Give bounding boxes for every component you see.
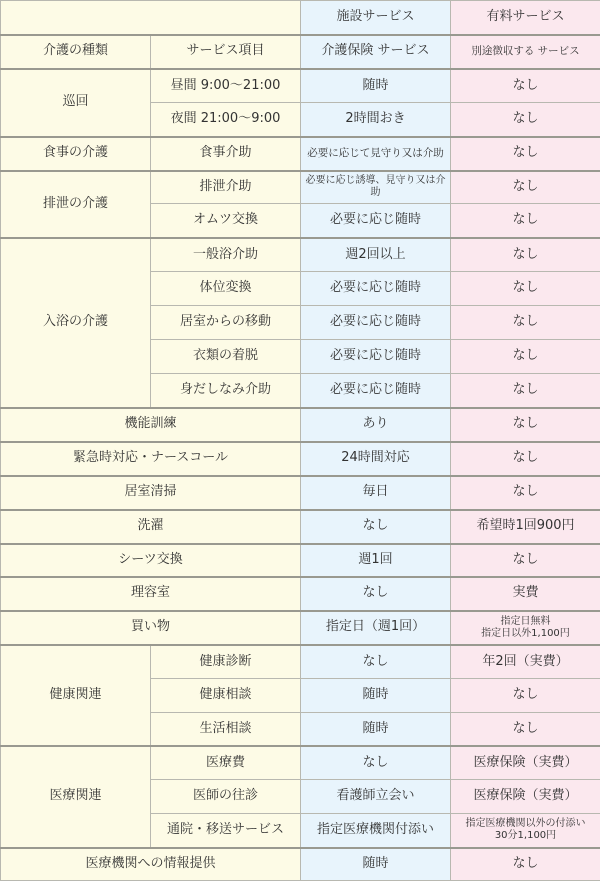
table-row [1,577,600,611]
category-cell: 洗濯 [1,510,301,544]
paid-line: 指定日無料 [453,616,598,628]
paid-cell: なし [451,171,600,204]
category-column-header: 介護の種類 [1,35,151,69]
category-cell: 居室清掃 [1,476,301,510]
paid-cell: なし [451,679,600,713]
table-row [1,645,600,679]
item-cell: 衣類の着脱 [151,340,301,374]
table-row [1,848,600,881]
paid-cell: なし [451,306,600,340]
paid-cell: なし [451,476,600,510]
item-cell: 食事介助 [151,137,301,171]
item-cell: 身だしなみ介助 [151,374,301,408]
facility-cell: 2時間おき [301,103,451,137]
paid-cell: 医療保険（実費） [451,780,600,814]
header-blank-cell [1,1,301,35]
table-row [1,408,600,442]
facility-cell: 必要に応じ誘導、見守り又は介助 [301,171,451,204]
facility-cell: 週2回以上 [301,238,451,272]
facility-cell: 毎日 [301,476,451,510]
table-row [1,442,600,476]
category-cell: 理容室 [1,577,301,611]
paid-cell: 医療保険（実費） [451,746,600,780]
facility-cell: 看護師立会い [301,780,451,814]
facility-cell: 必要に応じ随時 [301,204,451,238]
paid-cell: なし [451,238,600,272]
facility-cell: 随時 [301,713,451,746]
facility-service-header: 施設サービス [301,1,451,35]
paid-cell: なし [451,408,600,442]
facility-cell: 必要に応じ随時 [301,306,451,340]
care-insurance-column-header: 介護保険 サービス [301,35,451,69]
item-cell: 居室からの移動 [151,306,301,340]
item-cell: 体位変換 [151,272,301,306]
paid-cell: なし [451,103,600,137]
facility-cell: 随時 [301,69,451,103]
table-row [1,137,600,171]
category-cell: 排泄の介護 [1,171,151,238]
facility-cell: 必要に応じて見守り又は介助 [301,137,451,171]
paid-cell: なし [451,442,600,476]
category-cell: 入浴の介護 [1,238,151,408]
paid-cell: 実費 [451,577,600,611]
item-cell: 医療費 [151,746,301,780]
paid-cell: なし [451,713,600,746]
category-cell: 機能訓練 [1,408,301,442]
table-row [1,510,600,544]
paid-cell [451,611,600,645]
table-row [1,69,600,103]
table-row [1,476,600,510]
separate-charge-column-header: 別途徴収する サービス [451,35,600,69]
paid-line: 30分1,100円 [453,830,598,842]
item-cell: 医師の往診 [151,780,301,814]
table-row [1,544,600,577]
table-row [1,746,600,780]
category-cell: 巡回 [1,69,151,137]
table-row [1,611,600,645]
category-cell: 健康関連 [1,645,151,746]
facility-cell: 必要に応じ随時 [301,340,451,374]
facility-cell: 随時 [301,848,451,881]
facility-cell: 随時 [301,679,451,713]
facility-cell: なし [301,577,451,611]
facility-cell: 24時間対応 [301,442,451,476]
paid-cell: なし [451,848,600,881]
header-row-2 [1,35,600,69]
item-cell: 生活相談 [151,713,301,746]
paid-cell: なし [451,340,600,374]
category-cell: 食事の介護 [1,137,151,171]
table-row [1,238,600,272]
category-cell: 緊急時対応・ナースコール [1,442,301,476]
paid-cell: なし [451,272,600,306]
paid-cell: なし [451,204,600,238]
facility-cell: なし [301,510,451,544]
paid-line: 指定医療機関以外の付添い [453,818,598,830]
header-row-1 [1,1,600,35]
paid-service-header: 有料サービス [451,1,600,35]
paid-cell: なし [451,544,600,577]
facility-cell: 必要に応じ随時 [301,374,451,408]
facility-cell: 指定医療機関付添い [301,814,451,848]
table-row [1,171,600,204]
facility-cell: なし [301,645,451,679]
paid-cell: なし [451,69,600,103]
item-column-header: サービス項目 [151,35,301,69]
facility-cell: 指定日（週1回） [301,611,451,645]
paid-line: 指定日以外1,100円 [453,628,598,640]
paid-cell: 希望時1回900円 [451,510,600,544]
paid-cell: なし [451,374,600,408]
item-cell: 健康診断 [151,645,301,679]
category-cell: 医療関連 [1,746,151,848]
facility-cell: 必要に応じ随時 [301,272,451,306]
item-cell: 健康相談 [151,679,301,713]
facility-cell: 週1回 [301,544,451,577]
item-cell: オムツ交換 [151,204,301,238]
category-cell: シーツ交換 [1,544,301,577]
facility-cell: なし [301,746,451,780]
item-cell: 一般浴介助 [151,238,301,272]
paid-cell: なし [451,137,600,171]
paid-cell: 年2回（実費） [451,645,600,679]
facility-cell: あり [301,408,451,442]
category-cell: 医療機関への情報提供 [1,848,301,881]
item-cell: 通院・移送サービス [151,814,301,848]
item-cell: 排泄介助 [151,171,301,204]
category-cell: 買い物 [1,611,301,645]
item-cell: 夜間 21:00〜9:00 [151,103,301,137]
item-cell: 昼間 9:00〜21:00 [151,69,301,103]
paid-cell [451,814,600,848]
